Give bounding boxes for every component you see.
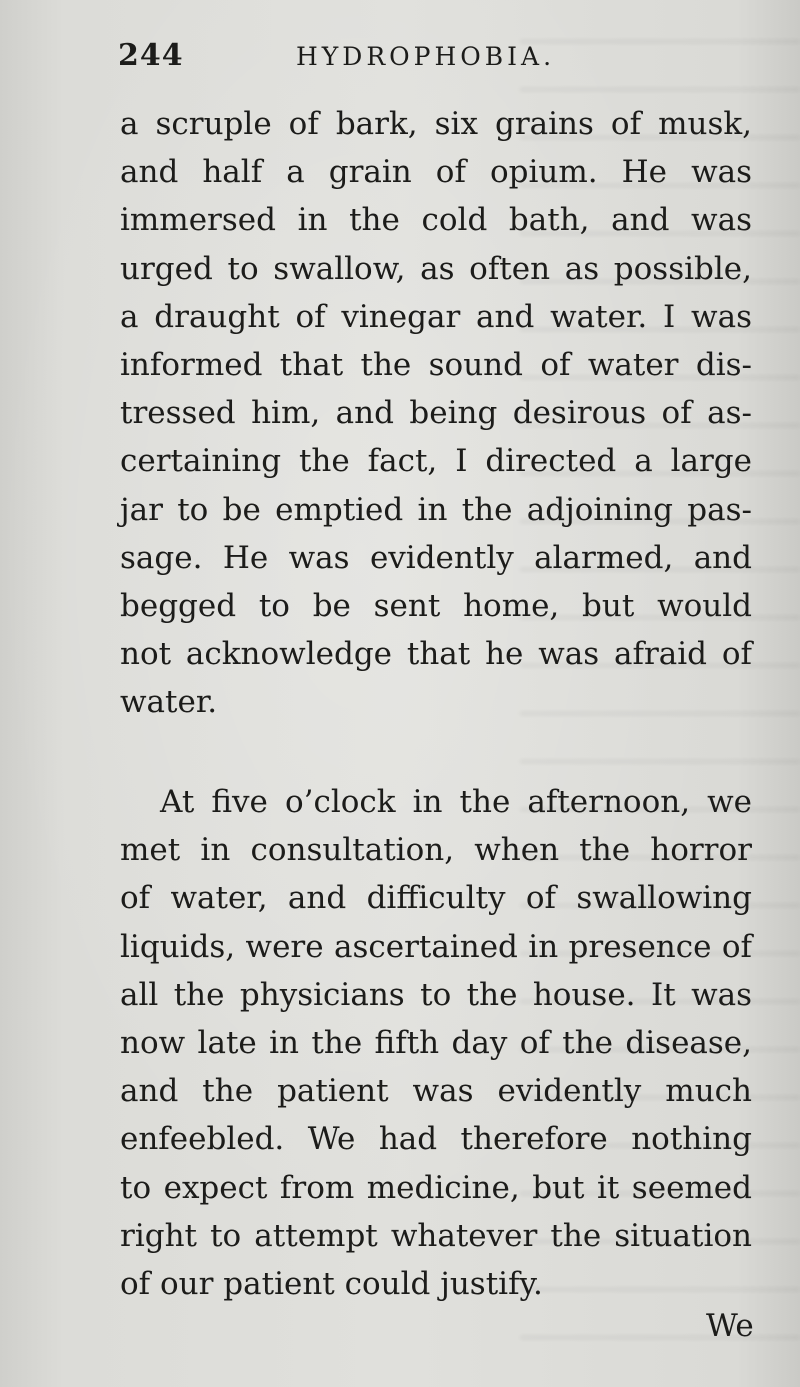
text-line: of water, and difficulty of swallowing: [120, 880, 752, 917]
text-line-first: At five o’clock in the afternoon, we: [160, 784, 752, 820]
text-line: jar to be emptied in the adjoining pas-: [120, 491, 752, 528]
text-line-last: water.: [120, 684, 218, 721]
text-line: informed that the sound of water dis-: [120, 346, 752, 383]
text-line: and half a grain of opium. He was: [120, 154, 752, 191]
page-header: [118, 38, 758, 82]
text-line: and the patient was evidently much: [120, 1073, 752, 1110]
text-line: sage. He was evidently alarmed, and: [120, 539, 752, 576]
text-line: tressed him, and being desirous of as-: [120, 395, 752, 432]
text-line: urged to swallow, as often as possible,: [120, 250, 752, 287]
text-line: immersed in the cold bath, and was: [120, 202, 752, 239]
text-line: liquids, were ascertained in presence of: [120, 928, 752, 965]
catchword: We: [706, 1308, 754, 1344]
text-line: to expect from medicine, but it seemed: [120, 1169, 752, 1206]
text-line: begged to be sent home, but would: [120, 587, 752, 624]
paragraph-1: [120, 100, 752, 726]
text-line: not acknowledge that he was afraid of: [120, 636, 752, 673]
running-head: HYDROPHOBIA.: [296, 42, 556, 71]
text-line: all the physicians to the house. It was: [120, 976, 752, 1013]
text-line: a scruple of bark, six grains of musk,: [120, 106, 752, 142]
text-line-last: of our patient could justify.: [120, 1265, 543, 1302]
text-line: enfeebled. We had therefore nothing: [120, 1121, 752, 1158]
text-line: met in consultation, when the horror: [120, 832, 752, 869]
paragraph-2: [120, 778, 752, 1308]
text-line: right to attempt whatever the situation: [120, 1217, 752, 1254]
text-line: now late in the fifth day of the disease,: [120, 1024, 752, 1061]
text-line: a draught of vinegar and water. I was: [120, 298, 752, 335]
page-number: 244: [118, 38, 184, 73]
text-line: certaining the fact, I directed a large: [120, 443, 752, 480]
